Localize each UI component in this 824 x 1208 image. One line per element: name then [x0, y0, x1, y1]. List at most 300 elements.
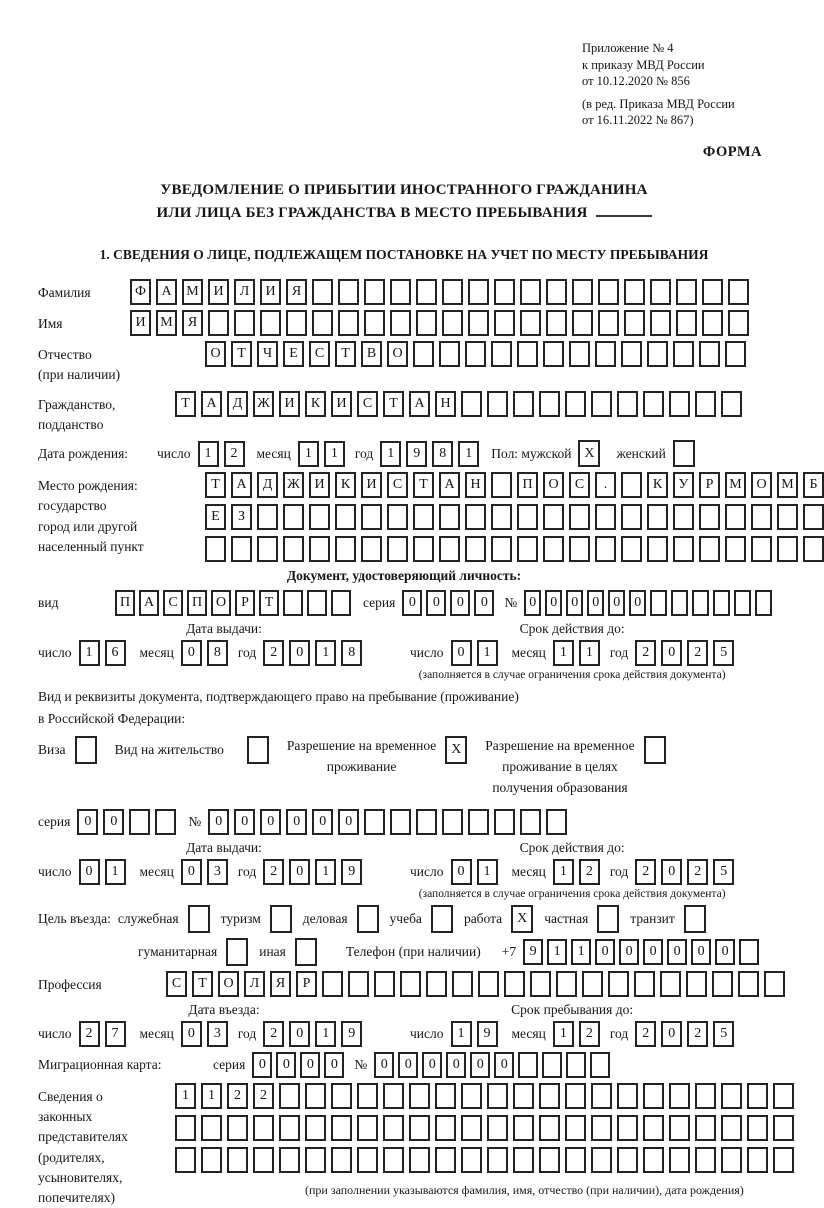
char-cell[interactable] — [305, 1083, 326, 1109]
char-cell[interactable] — [461, 391, 482, 417]
char-cell[interactable] — [738, 971, 759, 997]
char-cell[interactable]: 1 — [315, 859, 336, 885]
char-cell[interactable] — [621, 536, 642, 562]
char-cell[interactable] — [409, 1115, 430, 1141]
char-cell[interactable] — [494, 279, 515, 305]
char-cell[interactable]: С — [569, 472, 590, 498]
char-cell[interactable] — [253, 1147, 274, 1173]
char-cell[interactable] — [442, 310, 463, 336]
char-cell[interactable]: С — [166, 971, 187, 997]
char-cell[interactable] — [234, 310, 255, 336]
char-cell[interactable] — [426, 971, 447, 997]
char-cell[interactable] — [634, 971, 655, 997]
char-cell[interactable]: 9 — [341, 859, 362, 885]
char-cell[interactable]: Р — [296, 971, 317, 997]
char-cell[interactable] — [650, 279, 671, 305]
char-cell[interactable]: И — [130, 310, 151, 336]
char-cell[interactable]: 2 — [635, 859, 656, 885]
char-cell[interactable]: З — [231, 504, 252, 530]
char-cell[interactable]: У — [673, 472, 694, 498]
char-cell[interactable] — [283, 536, 304, 562]
char-cell[interactable]: 0 — [374, 1052, 394, 1078]
purpose-transit-checkbox[interactable] — [684, 905, 706, 933]
char-cell[interactable] — [747, 1147, 768, 1173]
char-cell[interactable]: И — [361, 472, 382, 498]
char-cell[interactable] — [643, 391, 664, 417]
char-cell[interactable] — [643, 1115, 664, 1141]
char-cell[interactable] — [673, 504, 694, 530]
temp-residence-edu-checkbox[interactable] — [644, 736, 666, 764]
char-cell[interactable] — [357, 1083, 378, 1109]
char-cell[interactable]: . — [595, 472, 616, 498]
char-cell[interactable]: Е — [205, 504, 226, 530]
char-cell[interactable] — [387, 504, 408, 530]
char-cell[interactable] — [390, 809, 411, 835]
char-cell[interactable]: И — [309, 472, 330, 498]
char-cell[interactable]: 0 — [595, 939, 615, 965]
char-cell[interactable] — [728, 310, 749, 336]
char-cell[interactable] — [205, 536, 226, 562]
char-cell[interactable]: 0 — [252, 1052, 272, 1078]
char-cell[interactable] — [530, 971, 551, 997]
char-cell[interactable] — [279, 1083, 300, 1109]
char-cell[interactable]: 2 — [687, 640, 708, 666]
char-cell[interactable] — [338, 279, 359, 305]
char-cell[interactable]: П — [187, 590, 207, 616]
char-cell[interactable] — [494, 809, 515, 835]
char-cell[interactable]: 0 — [545, 590, 562, 616]
char-cell[interactable] — [305, 1147, 326, 1173]
char-cell[interactable] — [669, 391, 690, 417]
char-cell[interactable] — [747, 1083, 768, 1109]
char-cell[interactable] — [546, 809, 567, 835]
char-cell[interactable] — [129, 809, 150, 835]
char-cell[interactable] — [591, 1083, 612, 1109]
char-cell[interactable] — [591, 1147, 612, 1173]
char-cell[interactable] — [517, 504, 538, 530]
char-cell[interactable]: 2 — [263, 640, 284, 666]
char-cell[interactable] — [487, 1083, 508, 1109]
char-cell[interactable] — [361, 504, 382, 530]
char-cell[interactable]: Л — [234, 279, 255, 305]
char-cell[interactable]: П — [115, 590, 135, 616]
char-cell[interactable] — [338, 310, 359, 336]
char-cell[interactable]: К — [647, 472, 668, 498]
char-cell[interactable] — [725, 504, 746, 530]
purpose-study-checkbox[interactable] — [431, 905, 453, 933]
char-cell[interactable]: Т — [413, 472, 434, 498]
purpose-business-checkbox[interactable] — [188, 905, 210, 933]
char-cell[interactable]: 5 — [713, 1021, 734, 1047]
char-cell[interactable] — [542, 1052, 562, 1078]
char-cell[interactable] — [695, 391, 716, 417]
char-cell[interactable]: 0 — [422, 1052, 442, 1078]
char-cell[interactable]: 0 — [79, 859, 100, 885]
char-cell[interactable]: О — [543, 472, 564, 498]
char-cell[interactable]: 0 — [324, 1052, 344, 1078]
char-cell[interactable]: 1 — [477, 859, 498, 885]
char-cell[interactable] — [491, 536, 512, 562]
char-cell[interactable] — [409, 1083, 430, 1109]
char-cell[interactable]: Р — [235, 590, 255, 616]
char-cell[interactable] — [331, 1083, 352, 1109]
char-cell[interactable]: 0 — [402, 590, 422, 616]
char-cell[interactable] — [468, 809, 489, 835]
char-cell[interactable]: О — [205, 341, 226, 367]
char-cell[interactable] — [590, 1052, 610, 1078]
char-cell[interactable] — [669, 1147, 690, 1173]
char-cell[interactable] — [572, 279, 593, 305]
char-cell[interactable]: 0 — [451, 859, 472, 885]
purpose-humanitarian-checkbox[interactable] — [226, 938, 248, 966]
char-cell[interactable]: 0 — [566, 590, 583, 616]
char-cell[interactable] — [565, 1147, 586, 1173]
char-cell[interactable] — [279, 1147, 300, 1173]
char-cell[interactable] — [734, 590, 751, 616]
char-cell[interactable]: К — [335, 472, 356, 498]
char-cell[interactable]: М — [777, 472, 798, 498]
char-cell[interactable] — [595, 341, 616, 367]
char-cell[interactable] — [773, 1147, 794, 1173]
char-cell[interactable] — [702, 310, 723, 336]
char-cell[interactable] — [413, 536, 434, 562]
char-cell[interactable] — [387, 536, 408, 562]
char-cell[interactable]: 0 — [446, 1052, 466, 1078]
char-cell[interactable]: 5 — [713, 640, 734, 666]
char-cell[interactable]: 0 — [103, 809, 124, 835]
temp-residence-checkbox[interactable]: X — [445, 736, 467, 764]
char-cell[interactable] — [487, 1147, 508, 1173]
char-cell[interactable]: 6 — [105, 640, 126, 666]
char-cell[interactable] — [712, 971, 733, 997]
char-cell[interactable]: 1 — [315, 1021, 336, 1047]
char-cell[interactable] — [348, 971, 369, 997]
char-cell[interactable] — [595, 504, 616, 530]
char-cell[interactable] — [520, 279, 541, 305]
char-cell[interactable]: Н — [465, 472, 486, 498]
char-cell[interactable] — [595, 536, 616, 562]
char-cell[interactable] — [692, 590, 709, 616]
char-cell[interactable]: О — [211, 590, 231, 616]
char-cell[interactable] — [312, 279, 333, 305]
char-cell[interactable]: 2 — [687, 859, 708, 885]
char-cell[interactable] — [543, 504, 564, 530]
char-cell[interactable]: 1 — [315, 640, 336, 666]
char-cell[interactable] — [647, 536, 668, 562]
char-cell[interactable] — [751, 536, 772, 562]
char-cell[interactable] — [468, 310, 489, 336]
char-cell[interactable]: И — [331, 391, 352, 417]
char-cell[interactable] — [364, 310, 385, 336]
char-cell[interactable] — [721, 391, 742, 417]
char-cell[interactable] — [539, 1147, 560, 1173]
char-cell[interactable] — [465, 341, 486, 367]
char-cell[interactable]: М — [182, 279, 203, 305]
char-cell[interactable] — [725, 341, 746, 367]
char-cell[interactable]: 0 — [398, 1052, 418, 1078]
char-cell[interactable]: 0 — [286, 809, 307, 835]
char-cell[interactable]: 0 — [691, 939, 711, 965]
char-cell[interactable]: Ж — [283, 472, 304, 498]
char-cell[interactable] — [608, 971, 629, 997]
char-cell[interactable]: 2 — [635, 640, 656, 666]
char-cell[interactable] — [569, 341, 590, 367]
char-cell[interactable] — [520, 310, 541, 336]
char-cell[interactable] — [364, 809, 385, 835]
char-cell[interactable]: 0 — [312, 809, 333, 835]
char-cell[interactable]: 0 — [629, 590, 646, 616]
char-cell[interactable] — [227, 1115, 248, 1141]
char-cell[interactable] — [569, 504, 590, 530]
char-cell[interactable] — [565, 1115, 586, 1141]
char-cell[interactable]: 0 — [619, 939, 639, 965]
char-cell[interactable] — [309, 504, 330, 530]
char-cell[interactable]: 1 — [324, 441, 345, 467]
char-cell[interactable] — [565, 1083, 586, 1109]
char-cell[interactable] — [598, 310, 619, 336]
char-cell[interactable] — [777, 504, 798, 530]
char-cell[interactable]: 0 — [426, 590, 446, 616]
char-cell[interactable]: И — [260, 279, 281, 305]
char-cell[interactable]: Я — [286, 279, 307, 305]
char-cell[interactable]: 0 — [661, 1021, 682, 1047]
char-cell[interactable] — [286, 310, 307, 336]
char-cell[interactable] — [307, 590, 327, 616]
char-cell[interactable]: Т — [175, 391, 196, 417]
char-cell[interactable]: Д — [227, 391, 248, 417]
char-cell[interactable]: 1 — [451, 1021, 472, 1047]
char-cell[interactable] — [416, 279, 437, 305]
char-cell[interactable] — [465, 504, 486, 530]
char-cell[interactable]: 2 — [253, 1083, 274, 1109]
char-cell[interactable] — [416, 809, 437, 835]
char-cell[interactable] — [520, 809, 541, 835]
char-cell[interactable]: О — [751, 472, 772, 498]
char-cell[interactable]: 2 — [263, 1021, 284, 1047]
char-cell[interactable]: С — [163, 590, 183, 616]
char-cell[interactable]: 1 — [547, 939, 567, 965]
char-cell[interactable]: 2 — [579, 1021, 600, 1047]
char-cell[interactable]: 0 — [451, 640, 472, 666]
char-cell[interactable] — [439, 504, 460, 530]
char-cell[interactable] — [513, 1083, 534, 1109]
char-cell[interactable] — [702, 279, 723, 305]
char-cell[interactable]: 2 — [687, 1021, 708, 1047]
char-cell[interactable] — [279, 1115, 300, 1141]
char-cell[interactable] — [669, 1115, 690, 1141]
char-cell[interactable]: 0 — [608, 590, 625, 616]
char-cell[interactable]: 0 — [289, 640, 310, 666]
char-cell[interactable]: Я — [270, 971, 291, 997]
char-cell[interactable]: П — [517, 472, 538, 498]
purpose-private-checkbox[interactable] — [597, 905, 619, 933]
char-cell[interactable] — [591, 1115, 612, 1141]
char-cell[interactable] — [283, 504, 304, 530]
char-cell[interactable] — [569, 536, 590, 562]
visa-checkbox[interactable] — [75, 736, 97, 764]
char-cell[interactable]: 0 — [338, 809, 359, 835]
char-cell[interactable] — [491, 341, 512, 367]
char-cell[interactable]: 0 — [234, 809, 255, 835]
char-cell[interactable] — [435, 1115, 456, 1141]
char-cell[interactable]: Т — [259, 590, 279, 616]
char-cell[interactable]: М — [156, 310, 177, 336]
char-cell[interactable] — [617, 1115, 638, 1141]
char-cell[interactable] — [566, 1052, 586, 1078]
char-cell[interactable]: В — [361, 341, 382, 367]
char-cell[interactable] — [803, 536, 824, 562]
char-cell[interactable] — [739, 939, 759, 965]
char-cell[interactable] — [643, 1083, 664, 1109]
char-cell[interactable]: 1 — [553, 640, 574, 666]
char-cell[interactable] — [582, 971, 603, 997]
char-cell[interactable] — [175, 1147, 196, 1173]
char-cell[interactable] — [660, 971, 681, 997]
char-cell[interactable]: 1 — [79, 640, 100, 666]
char-cell[interactable] — [650, 590, 667, 616]
char-cell[interactable] — [357, 1147, 378, 1173]
char-cell[interactable] — [751, 504, 772, 530]
char-cell[interactable]: 0 — [524, 590, 541, 616]
char-cell[interactable]: 2 — [224, 441, 245, 467]
char-cell[interactable] — [361, 536, 382, 562]
char-cell[interactable] — [452, 971, 473, 997]
char-cell[interactable] — [518, 1052, 538, 1078]
char-cell[interactable] — [442, 809, 463, 835]
char-cell[interactable] — [650, 310, 671, 336]
char-cell[interactable]: М — [725, 472, 746, 498]
char-cell[interactable] — [721, 1083, 742, 1109]
char-cell[interactable]: Д — [257, 472, 278, 498]
char-cell[interactable] — [546, 279, 567, 305]
char-cell[interactable]: 0 — [715, 939, 735, 965]
char-cell[interactable] — [617, 1083, 638, 1109]
char-cell[interactable]: 0 — [289, 859, 310, 885]
char-cell[interactable]: К — [305, 391, 326, 417]
char-cell[interactable] — [335, 504, 356, 530]
purpose-tourism-checkbox[interactable] — [270, 905, 292, 933]
char-cell[interactable]: 1 — [553, 1021, 574, 1047]
char-cell[interactable] — [435, 1147, 456, 1173]
char-cell[interactable] — [803, 504, 824, 530]
char-cell[interactable] — [721, 1115, 742, 1141]
char-cell[interactable] — [364, 279, 385, 305]
char-cell[interactable] — [331, 1147, 352, 1173]
char-cell[interactable]: 0 — [667, 939, 687, 965]
char-cell[interactable] — [442, 279, 463, 305]
char-cell[interactable]: 8 — [207, 640, 228, 666]
char-cell[interactable] — [201, 1147, 222, 1173]
char-cell[interactable] — [621, 504, 642, 530]
char-cell[interactable] — [413, 504, 434, 530]
char-cell[interactable]: Б — [803, 472, 824, 498]
char-cell[interactable] — [747, 1115, 768, 1141]
char-cell[interactable] — [539, 391, 560, 417]
char-cell[interactable] — [208, 310, 229, 336]
char-cell[interactable] — [624, 279, 645, 305]
char-cell[interactable]: 0 — [276, 1052, 296, 1078]
char-cell[interactable] — [699, 504, 720, 530]
char-cell[interactable]: 8 — [432, 441, 453, 467]
char-cell[interactable] — [565, 391, 586, 417]
char-cell[interactable] — [400, 971, 421, 997]
char-cell[interactable]: Н — [435, 391, 456, 417]
char-cell[interactable]: 0 — [643, 939, 663, 965]
char-cell[interactable] — [478, 971, 499, 997]
char-cell[interactable] — [695, 1115, 716, 1141]
char-cell[interactable]: 0 — [260, 809, 281, 835]
char-cell[interactable]: 9 — [477, 1021, 498, 1047]
char-cell[interactable] — [773, 1115, 794, 1141]
char-cell[interactable]: 3 — [207, 1021, 228, 1047]
char-cell[interactable] — [305, 1115, 326, 1141]
char-cell[interactable] — [439, 341, 460, 367]
char-cell[interactable] — [390, 310, 411, 336]
char-cell[interactable] — [773, 1083, 794, 1109]
char-cell[interactable] — [435, 1083, 456, 1109]
char-cell[interactable]: И — [279, 391, 300, 417]
char-cell[interactable] — [755, 590, 772, 616]
char-cell[interactable]: 8 — [341, 640, 362, 666]
char-cell[interactable] — [669, 1083, 690, 1109]
char-cell[interactable]: Я — [182, 310, 203, 336]
char-cell[interactable] — [231, 536, 252, 562]
char-cell[interactable] — [439, 536, 460, 562]
char-cell[interactable] — [621, 472, 642, 498]
char-cell[interactable]: Ф — [130, 279, 151, 305]
char-cell[interactable]: 1 — [380, 441, 401, 467]
char-cell[interactable] — [331, 590, 351, 616]
char-cell[interactable]: 0 — [494, 1052, 514, 1078]
char-cell[interactable]: С — [387, 472, 408, 498]
char-cell[interactable]: 0 — [587, 590, 604, 616]
char-cell[interactable] — [465, 536, 486, 562]
char-cell[interactable]: 2 — [635, 1021, 656, 1047]
char-cell[interactable] — [461, 1147, 482, 1173]
char-cell[interactable]: 1 — [201, 1083, 222, 1109]
char-cell[interactable]: С — [357, 391, 378, 417]
char-cell[interactable]: 0 — [289, 1021, 310, 1047]
char-cell[interactable]: 0 — [474, 590, 494, 616]
char-cell[interactable] — [260, 310, 281, 336]
char-cell[interactable]: А — [139, 590, 159, 616]
char-cell[interactable]: 1 — [477, 640, 498, 666]
char-cell[interactable] — [546, 310, 567, 336]
char-cell[interactable] — [312, 310, 333, 336]
char-cell[interactable]: 0 — [300, 1052, 320, 1078]
char-cell[interactable] — [257, 504, 278, 530]
char-cell[interactable] — [494, 310, 515, 336]
char-cell[interactable]: 0 — [661, 640, 682, 666]
char-cell[interactable] — [357, 1115, 378, 1141]
char-cell[interactable]: 3 — [207, 859, 228, 885]
char-cell[interactable]: 1 — [553, 859, 574, 885]
char-cell[interactable] — [686, 971, 707, 997]
char-cell[interactable] — [155, 809, 176, 835]
char-cell[interactable] — [487, 391, 508, 417]
char-cell[interactable] — [513, 1115, 534, 1141]
char-cell[interactable]: 2 — [263, 859, 284, 885]
char-cell[interactable] — [309, 536, 330, 562]
char-cell[interactable]: 1 — [198, 441, 219, 467]
char-cell[interactable]: 1 — [175, 1083, 196, 1109]
char-cell[interactable]: 0 — [181, 640, 202, 666]
char-cell[interactable]: 0 — [470, 1052, 490, 1078]
char-cell[interactable] — [383, 1147, 404, 1173]
char-cell[interactable]: 0 — [77, 809, 98, 835]
char-cell[interactable]: А — [156, 279, 177, 305]
purpose-commercial-checkbox[interactable] — [357, 905, 379, 933]
